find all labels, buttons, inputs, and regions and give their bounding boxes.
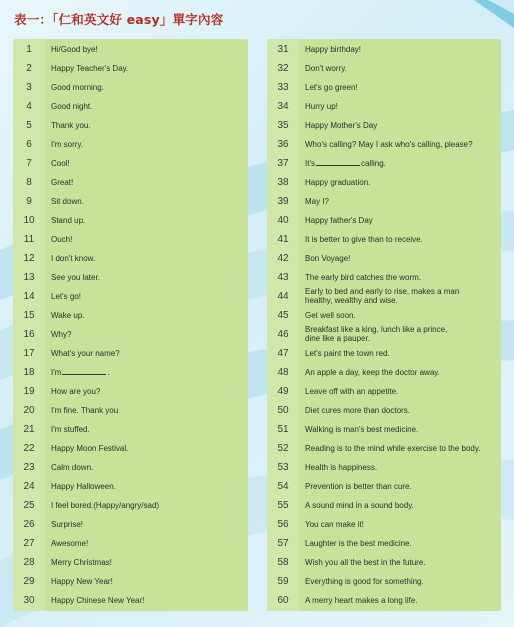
phrase-text-line: Early to bed and early to rise, makes a man [305, 287, 460, 296]
phrase-row [13, 496, 248, 515]
phrase-row [267, 534, 501, 553]
phrase-row [267, 515, 501, 534]
phrase-text: Laughter is the best medicine. [305, 539, 412, 548]
phrase-text: Sit down. [51, 197, 84, 206]
phrase-number: 47 [277, 348, 289, 359]
phrase-row [267, 477, 501, 496]
phrase-number: 22 [23, 443, 35, 454]
phrase-text: Let's go green! [305, 83, 358, 92]
phrase-text: Prevention is better than cure. [305, 482, 412, 491]
phrase-number: 23 [23, 462, 35, 473]
fill-in-blank-line [316, 156, 360, 166]
phrase-row [267, 97, 501, 116]
phrase-number: 3 [26, 82, 32, 93]
phrase-text: Cool! [51, 159, 70, 168]
phrase-text-after-blank: calling. [360, 159, 386, 168]
phrase-text: Happy Mother's Day [305, 121, 378, 130]
phrase-number: 40 [277, 215, 289, 226]
phrase-text: Good morning. [51, 83, 104, 92]
phrase-text: Reading is to the mind while exercise to the body. [305, 444, 481, 453]
phrase-row [267, 401, 501, 420]
phrase-list-left [13, 40, 248, 610]
phrase-row [13, 287, 248, 306]
phrase-number: 14 [23, 291, 35, 302]
phrase-number: 35 [277, 120, 289, 131]
phrase-row [13, 40, 248, 59]
phrase-number: 19 [23, 386, 35, 397]
phrase-text: Happy father's Day [305, 216, 373, 225]
phrase-number: 54 [277, 481, 289, 492]
phrase-row [267, 591, 501, 610]
phrase-row [13, 268, 248, 287]
phrase-row [13, 249, 248, 268]
phrase-text: Ouch! [51, 235, 73, 244]
phrase-row [267, 211, 501, 230]
phrase-row [13, 192, 248, 211]
phrase-text: It is better to give than to receive. [305, 235, 423, 244]
phrase-row [13, 591, 248, 610]
phrase-row [13, 401, 248, 420]
phrase-text: A merry heart makes a long life. [305, 596, 418, 605]
phrase-row [267, 230, 501, 249]
phrase-text: Don't worry. [305, 64, 347, 73]
phrase-number: 5 [26, 120, 32, 131]
fill-in-blank-line [62, 365, 106, 375]
phrase-text: Hi/Good bye! [51, 45, 98, 54]
phrase-text: Calm down. [51, 463, 94, 472]
phrase-text: Surprise! [51, 520, 84, 529]
phrase-text-before-blank: It's [305, 159, 315, 168]
phrase-number: 53 [277, 462, 289, 473]
phrase-text: Get well soon. [305, 311, 356, 320]
phrase-text: Hurry up! [305, 102, 338, 111]
phrase-text-line: dine like a pauper. [305, 333, 370, 343]
phrase-text: I'm stuffed. [51, 425, 90, 434]
phrase-row [267, 116, 501, 135]
phrase-text: Happy graduation. [305, 178, 371, 187]
phrase-text: The early bird catches the worm. [305, 273, 422, 282]
phrase-number: 48 [277, 367, 289, 378]
phrase-text [305, 325, 497, 345]
phrase-text-line: Breakfast like a king, lunch like a prince, [305, 325, 448, 334]
phrase-text: Leave off with an appetite. [305, 387, 399, 396]
phrase-row [267, 325, 501, 344]
phrase-text: Stand up. [51, 216, 86, 225]
phrase-number: 39 [277, 196, 289, 207]
phrase-text: Let's paint the town red. [305, 349, 390, 358]
phrase-row [267, 458, 501, 477]
phrase-number: 58 [277, 557, 289, 568]
phrase-number: 57 [277, 538, 289, 549]
phrase-row [267, 363, 501, 382]
phrase-text: May I? [305, 197, 330, 206]
phrase-row [267, 192, 501, 211]
phrase-text: How are you? [51, 387, 101, 396]
phrase-number: 38 [277, 177, 289, 188]
phrase-text: Great! [51, 178, 74, 187]
phrase-text: Thank you. [51, 121, 91, 130]
phrase-row [13, 154, 248, 173]
phrase-text: I'm sorry. [51, 140, 84, 149]
phrase-row [267, 154, 501, 173]
phrase-row [13, 116, 248, 135]
phrase-number: 11 [23, 234, 35, 245]
corner-fold-decoration [454, 0, 514, 40]
phrase-text: A sound mind in a sound body. [305, 501, 414, 510]
phrase-row [267, 173, 501, 192]
phrase-row [267, 287, 501, 306]
phrase-number: 52 [277, 443, 289, 454]
phrase-text: See you later. [51, 273, 100, 282]
phrase-number: 30 [23, 595, 35, 606]
phrase-row [13, 363, 248, 382]
phrase-number: 41 [277, 234, 289, 245]
phrase-number: 45 [277, 310, 289, 321]
phrase-text: Happy Halloween. [51, 482, 116, 491]
phrase-row [13, 230, 248, 249]
phrase-number: 12 [23, 253, 35, 264]
phrase-text [305, 154, 497, 173]
phrase-row [267, 420, 501, 439]
phrase-text: Why? [51, 330, 72, 339]
phrase-number: 44 [277, 291, 289, 302]
phrase-row [13, 306, 248, 325]
phrase-number: 46 [277, 329, 289, 340]
phrase-row [267, 40, 501, 59]
phrase-text: You can make it! [305, 520, 364, 529]
phrase-text: An apple a day, keep the doctor away. [305, 368, 440, 377]
phrase-row [267, 572, 501, 591]
phrase-text: I'm fine. Thank you [51, 406, 119, 415]
phrase-text: Health is happiness. [305, 463, 378, 472]
phrase-row [267, 344, 501, 363]
phrase-number: 34 [277, 101, 289, 112]
phrase-row [267, 382, 501, 401]
phrase-row [13, 439, 248, 458]
phrase-text: Who's calling? May I ask who's calling, please? [305, 140, 473, 149]
phrase-text: What's your name? [51, 349, 120, 358]
phrase-text: Happy Teacher's Day. [51, 64, 129, 73]
phrase-row [267, 135, 501, 154]
phrase-number: 24 [23, 481, 35, 492]
phrase-number: 29 [23, 576, 35, 587]
phrase-text-before-blank: I'm [51, 368, 62, 377]
phrase-text: Happy Chinese New Year! [51, 596, 145, 605]
page-title: 表一：「仁和英文好 easy」單字內容 [14, 12, 224, 27]
phrase-number: 17 [23, 348, 35, 359]
phrase-text: I feel bored.(Happy/angry/sad) [51, 501, 160, 510]
phrase-panel-right [267, 39, 501, 611]
phrase-number: 2 [26, 63, 32, 74]
phrase-row [13, 173, 248, 192]
phrase-text: Happy New Year! [51, 577, 113, 586]
phrase-row [13, 344, 248, 363]
phrase-text: Everything is good for something. [305, 577, 424, 586]
phrase-text: Bon Voyage! [305, 254, 351, 263]
phrase-number: 10 [23, 215, 35, 226]
phrase-text: Good night. [51, 102, 93, 111]
phrase-number: 43 [277, 272, 289, 283]
phrase-number: 4 [26, 101, 32, 112]
phrase-row [13, 515, 248, 534]
phrase-text: Diet cures more than doctors. [305, 406, 410, 415]
phrase-row [267, 59, 501, 78]
phrase-row [13, 572, 248, 591]
phrase-row [13, 553, 248, 572]
phrase-number: 26 [23, 519, 35, 530]
phrase-number: 28 [23, 557, 35, 568]
phrase-number: 60 [277, 595, 289, 606]
phrase-text: Merry Christmas! [51, 558, 112, 567]
phrase-row [267, 249, 501, 268]
phrase-row [13, 135, 248, 154]
phrase-row [267, 553, 501, 572]
phrase-text: Wish you all the best in the future. [305, 558, 426, 567]
phrase-text: I don't know. [51, 254, 96, 263]
phrase-number: 55 [277, 500, 289, 511]
phrase-text [305, 287, 497, 307]
phrase-number: 51 [277, 424, 289, 435]
phrase-number: 13 [23, 272, 35, 283]
phrase-panel-left [13, 39, 248, 611]
phrase-row [13, 211, 248, 230]
phrase-number: 50 [277, 405, 289, 416]
phrase-row [13, 382, 248, 401]
phrase-row [267, 439, 501, 458]
phrase-number: 42 [277, 253, 289, 264]
phrase-row [13, 477, 248, 496]
phrase-text [51, 363, 244, 382]
phrase-number: 33 [277, 82, 289, 93]
phrase-number: 7 [26, 158, 32, 169]
phrase-number: 9 [26, 196, 32, 207]
phrase-text: Happy birthday! [305, 45, 362, 54]
phrase-number: 18 [23, 367, 35, 378]
phrase-row [267, 496, 501, 515]
phrase-row [13, 458, 248, 477]
phrase-text-after-blank: . [107, 368, 110, 377]
phrase-number: 32 [277, 63, 289, 74]
phrase-number: 36 [277, 139, 289, 150]
phrase-number: 37 [277, 158, 289, 169]
phrase-number: 16 [23, 329, 35, 340]
phrase-row [13, 325, 248, 344]
phrase-number: 1 [26, 44, 32, 55]
phrase-row [13, 78, 248, 97]
phrase-number: 59 [277, 576, 289, 587]
phrase-row [13, 420, 248, 439]
phrase-row [267, 268, 501, 287]
phrase-row [13, 97, 248, 116]
phrase-number: 25 [23, 500, 35, 511]
phrase-text: Wake up. [51, 311, 85, 320]
phrase-text: Let's go! [51, 292, 81, 301]
phrase-number: 27 [23, 538, 35, 549]
phrase-text: Awesome! [51, 539, 89, 548]
phrase-number: 31 [277, 44, 289, 55]
phrase-text-line: healthy, wealthy and wise. [305, 295, 398, 305]
phrase-row [13, 534, 248, 553]
phrase-number: 6 [26, 139, 32, 150]
phrase-number: 20 [23, 405, 35, 416]
phrase-number: 15 [23, 310, 35, 321]
phrase-row [267, 78, 501, 97]
phrase-row [13, 59, 248, 78]
phrase-number: 8 [26, 177, 32, 188]
phrase-list-right [267, 40, 501, 610]
phrase-text: Walking is man's best medicine. [305, 425, 419, 434]
phrase-number: 56 [277, 519, 289, 530]
phrase-number: 49 [277, 386, 289, 397]
phrase-number: 21 [23, 424, 35, 435]
phrase-text: Happy Moon Festival. [51, 444, 129, 453]
phrase-row [267, 306, 501, 325]
